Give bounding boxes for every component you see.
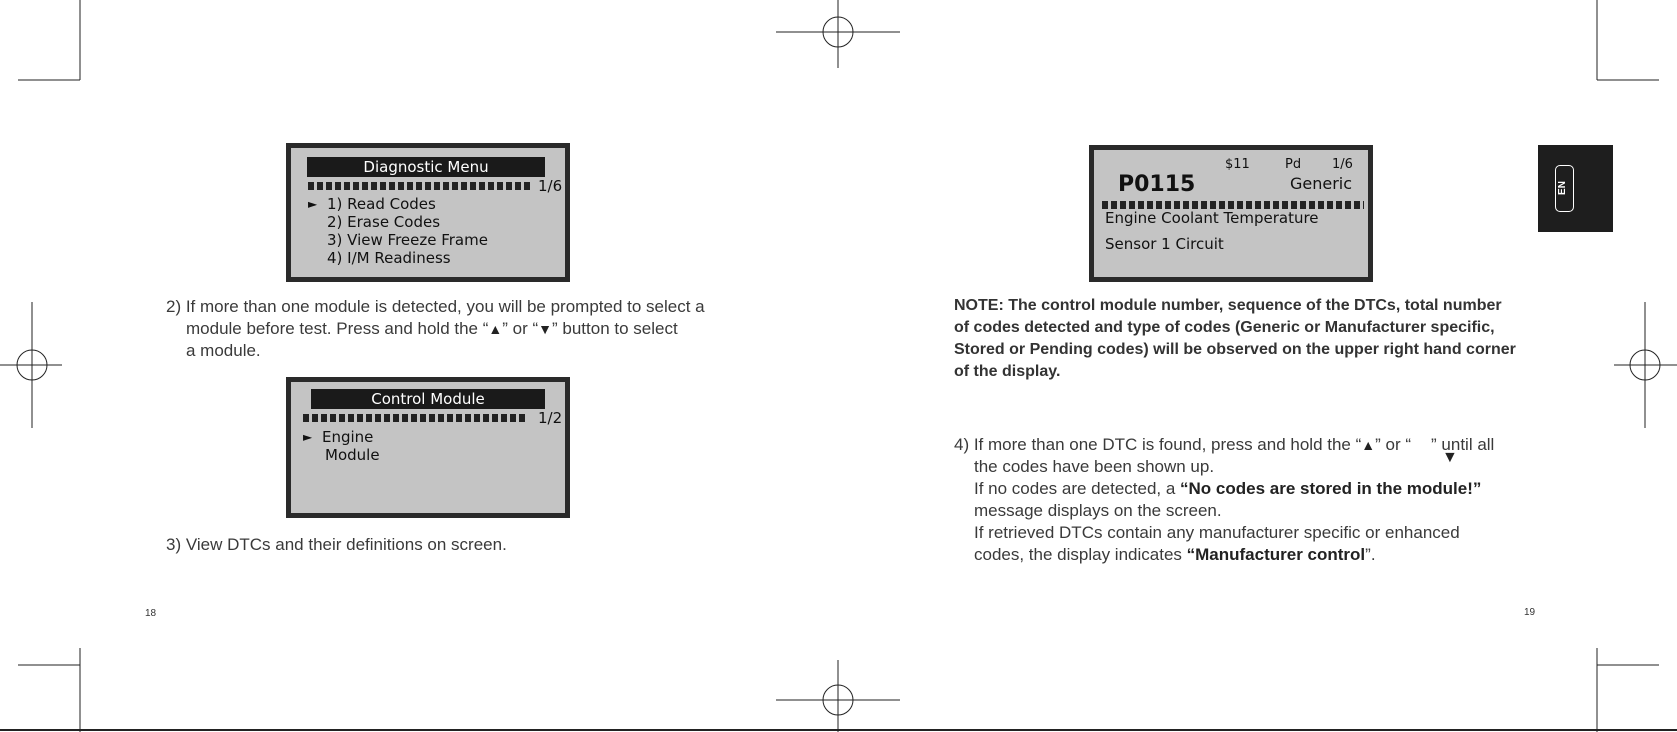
menu-item: 3) View Freeze Frame xyxy=(327,231,488,249)
dtc-definition: Engine Coolant Temperature xyxy=(1105,209,1319,227)
screen-title: Diagnostic Menu xyxy=(307,157,545,177)
step-2-line: 2) If more than one module is detected, you will be prompted to select a xyxy=(166,297,705,316)
pointer-icon: ► xyxy=(308,197,318,211)
dtc-definition: Sensor 1 Circuit xyxy=(1105,235,1224,253)
down-arrow-icon: ▼ xyxy=(538,321,553,337)
step-4: 4) If more than one DTC is found, press and hold the “▲” or “ ” until all the codes have been shown up. If no codes are detected, a “No codes are stored in the module!” message displays on the screen. If retrieved DTCs contain any manufacturer specific or enhanced codes, the display indicates “Manufacturer control”. xyxy=(954,435,1495,564)
step-4-line: 4) If more than one DTC is found, press and hold the “▲” or “ ” until all xyxy=(954,435,1495,454)
separator xyxy=(303,414,527,422)
screen-title: Control Module xyxy=(311,389,545,409)
page-indicator: 1/6 xyxy=(1332,157,1353,172)
diagnostic-menu-screen xyxy=(286,143,570,282)
step-2-line: module before test. Press and hold the “▲” or “▼” button to select xyxy=(186,319,678,338)
step-2 xyxy=(166,296,705,362)
menu-item: 2) Erase Codes xyxy=(327,213,441,231)
code-status: Pd xyxy=(1285,157,1302,172)
menu-item: 4) I/M Readiness xyxy=(327,249,451,267)
page-number: 19 xyxy=(1524,607,1536,618)
page-number: 18 xyxy=(145,608,157,619)
language-label: EN xyxy=(1557,181,1568,195)
module-id: $11 xyxy=(1225,157,1250,172)
page-indicator: 1/2 xyxy=(538,409,563,427)
menu-item: 1) Read Codes xyxy=(327,195,436,213)
step-2-line: a module. xyxy=(186,341,261,360)
page-indicator: 1/6 xyxy=(538,177,563,195)
code-type: Generic xyxy=(1290,174,1353,193)
separator xyxy=(308,182,532,190)
pointer-icon: ► xyxy=(303,430,313,444)
dtc-code: P0115 xyxy=(1118,172,1196,197)
module-item: Engine xyxy=(322,428,374,446)
dtc-screen xyxy=(1089,145,1373,282)
language-tab xyxy=(1538,145,1613,232)
down-arrow-icon: ▼ xyxy=(1442,449,1458,466)
control-module-screen xyxy=(286,377,570,518)
module-item: Module xyxy=(325,446,380,464)
note: NOTE: The control module number, sequence of the DTCs, total number of codes detected and type of codes (Generic or Manufacturer specific, Stored or Pending codes) will be observed on the upper right hand corner of the display. xyxy=(954,297,1516,380)
step-3: 3) View DTCs and their definitions on screen. xyxy=(166,535,507,554)
up-arrow-icon: ▲ xyxy=(488,321,503,337)
up-arrow-icon: ▲ xyxy=(1361,437,1376,453)
separator xyxy=(1102,201,1364,209)
